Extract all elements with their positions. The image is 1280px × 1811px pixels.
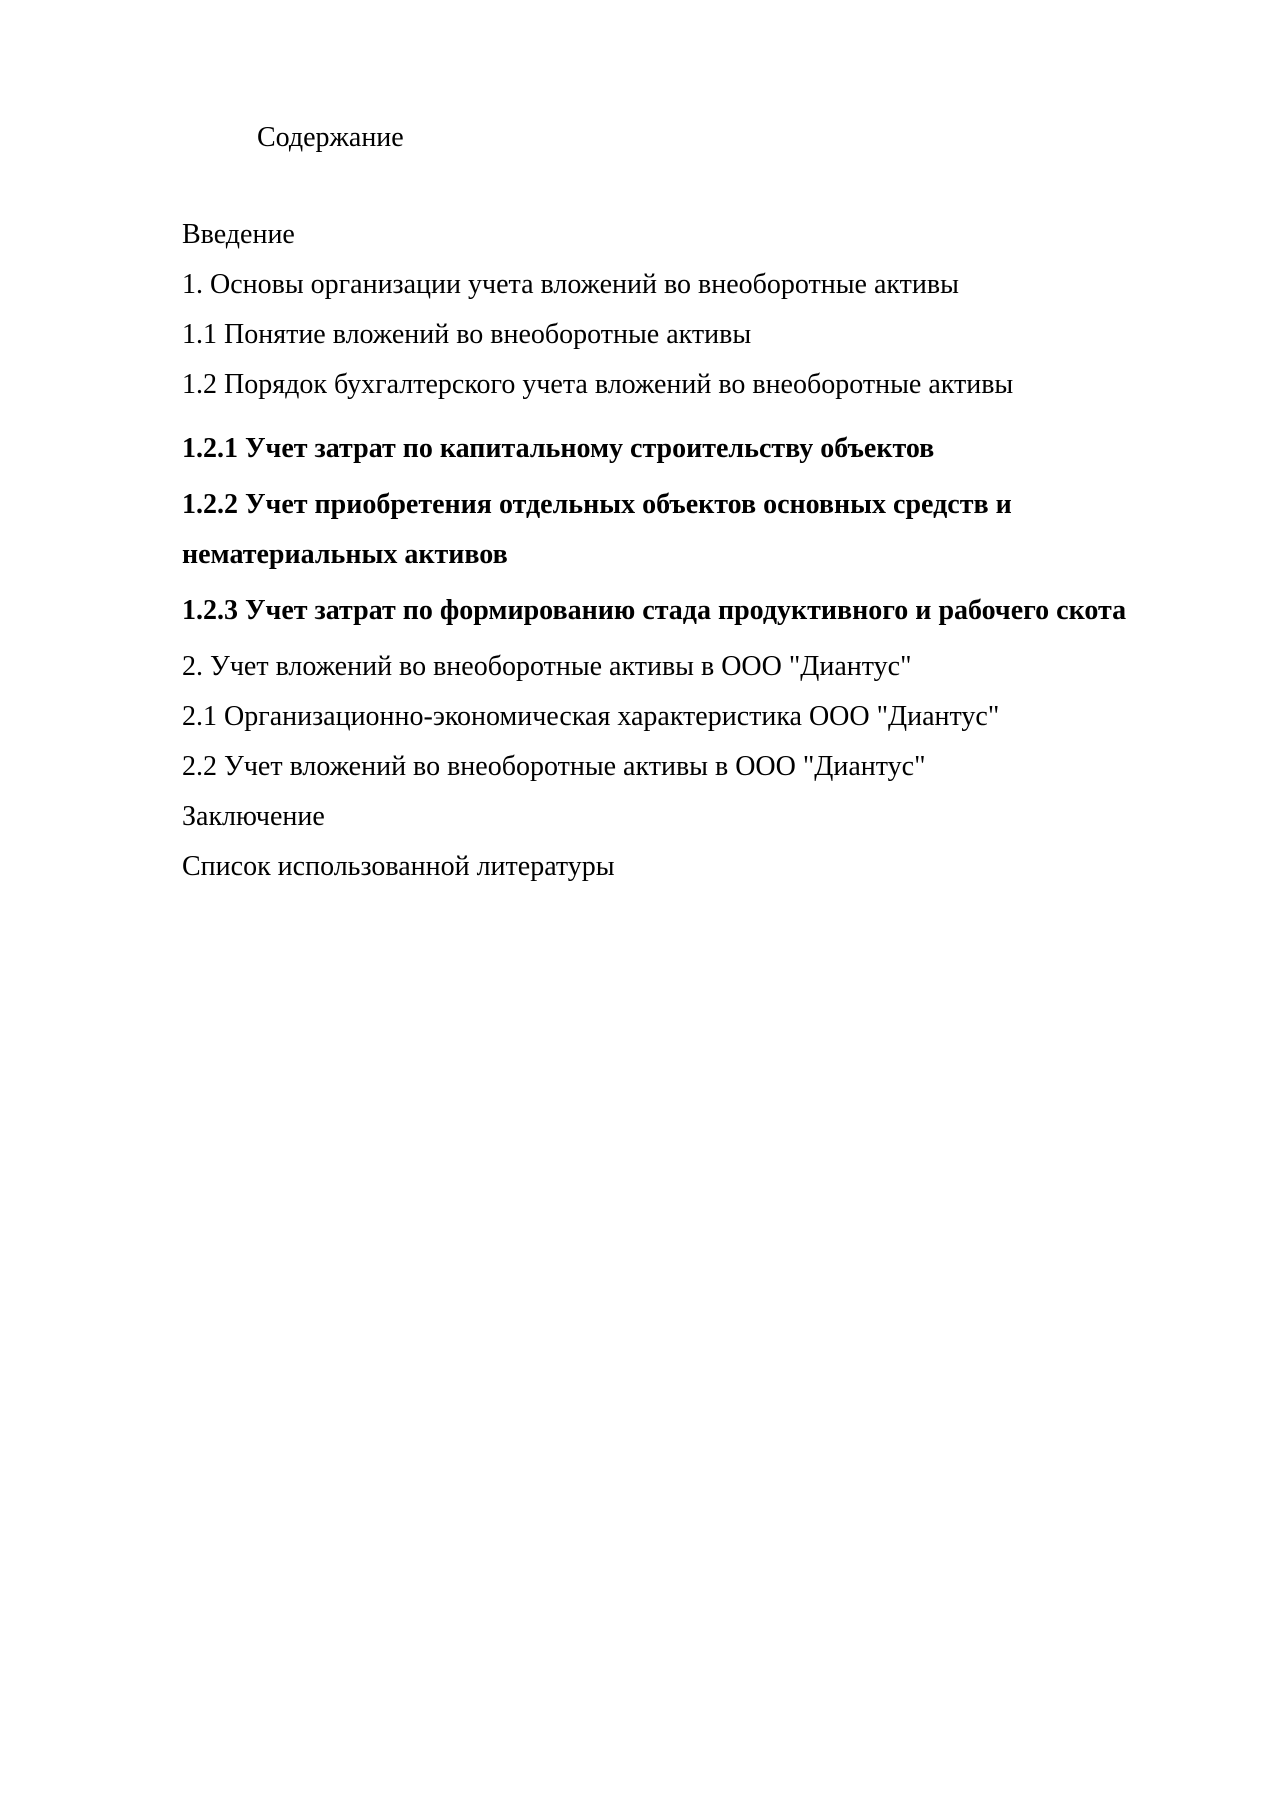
- toc-item-section-2-1: 2.1 Организационно-экономическая характеристика ООО "Диантус": [182, 701, 1000, 732]
- toc-item-chapter-2: 2. Учет вложений во внеоборотные активы в ООО "Диантус": [182, 651, 912, 682]
- toc-item-introduction: Введение: [182, 219, 295, 250]
- table-of-contents: [182, 210, 1142, 892]
- toc-item-chapter-1: 1. Основы организации учета вложений во внеоборотные активы: [182, 269, 959, 300]
- toc-item-conclusion: Заключение: [182, 801, 325, 832]
- page-title: Содержание: [257, 122, 404, 153]
- toc-item-section-2-2: 2.2 Учет вложений во внеоборотные активы в ООО "Диантус": [182, 751, 926, 782]
- toc-item-section-1-2: 1.2 Порядок бухгалтерского учета вложений во внеоборотные активы: [182, 369, 1014, 400]
- toc-item-bibliography: Список использованной литературы: [182, 851, 615, 882]
- toc-item-section-1-2-1: 1.2.1 Учет затрат по капитальному строительству объектов: [182, 433, 935, 464]
- toc-item-section-1-1: 1.1 Понятие вложений во внеоборотные активы: [182, 319, 752, 350]
- toc-item-section-1-2-2: 1.2.2 Учет приобретения отдельных объектов основных средств и нематериальных активов: [182, 489, 1012, 570]
- toc-item-section-1-2-3: 1.2.3 Учет затрат по формированию стада продуктивного и рабочего скота: [182, 595, 1127, 626]
